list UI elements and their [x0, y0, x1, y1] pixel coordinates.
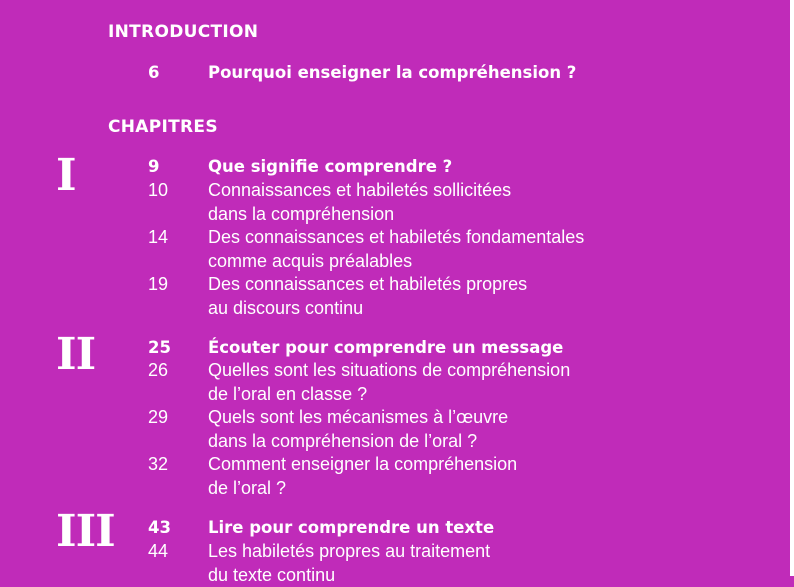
entry-line: de l’oral ?	[208, 477, 287, 498]
page-number: 32	[148, 454, 169, 474]
page-number: 14	[148, 227, 169, 247]
entry-line: dans la compréhension	[208, 203, 395, 224]
entry-title	[208, 453, 708, 500]
entry-line: Connaissances et habiletés sollicitées	[208, 180, 512, 200]
page-number: 19	[148, 274, 169, 294]
entry-line: Comment enseigner la compréhension	[208, 454, 518, 474]
chapter-title-i[interactable]	[148, 155, 708, 179]
chapter-title: Lire pour comprendre un texte	[208, 518, 495, 537]
toc-entry[interactable]	[148, 406, 708, 453]
toc-entry-introduction[interactable]	[148, 61, 708, 85]
chapter-numeral-i: I	[56, 150, 76, 201]
toc-entry[interactable]	[148, 453, 708, 500]
entry-title	[208, 273, 708, 320]
entry-line: du texte continu	[208, 564, 336, 585]
entry-line: dans la compréhension de l’oral ?	[208, 430, 478, 451]
toc-entry[interactable]	[148, 359, 708, 406]
entry-line: comme acquis préalables	[208, 250, 413, 271]
introduction-heading: INTRODUCTION	[108, 22, 259, 42]
chapter-title: Que signifie comprendre ?	[208, 157, 453, 176]
chapter-numeral-iii: III	[56, 506, 115, 557]
entry-title	[208, 226, 708, 273]
page-number: 25	[148, 338, 171, 357]
page-edge	[790, 0, 794, 576]
page-number: 10	[148, 180, 169, 200]
entry-title	[208, 359, 708, 406]
page-number: 29	[148, 407, 169, 427]
entry-line: Les habiletés propres au traitement	[208, 541, 491, 561]
entry-line: au discours continu	[208, 297, 364, 318]
entry-title: Pourquoi enseigner la compréhension ?	[208, 63, 577, 82]
toc-entry[interactable]	[148, 226, 708, 273]
entry-line: Des connaissances et habiletés propres	[208, 274, 528, 294]
toc-entry[interactable]	[148, 179, 708, 226]
entry-title	[208, 406, 708, 453]
entry-line: Quels sont les mécanismes à l’œuvre	[208, 407, 509, 427]
page-number: 43	[148, 518, 171, 537]
page-number: 9	[148, 157, 160, 176]
chapitres-heading: CHAPITRES	[108, 117, 218, 137]
entry-title	[208, 540, 708, 587]
toc-entry[interactable]	[148, 273, 708, 320]
chapter-numeral-ii: II	[56, 329, 96, 380]
entry-line: de l’oral en classe ?	[208, 383, 368, 404]
chapter-title: Écouter pour comprendre un message	[208, 338, 564, 357]
page-number: 44	[148, 541, 169, 561]
entry-title	[208, 179, 708, 226]
chapter-title-ii[interactable]	[148, 336, 708, 360]
page-number: 6	[148, 63, 160, 82]
toc-entry[interactable]	[148, 540, 708, 587]
page-number: 26	[148, 360, 169, 380]
entry-line: Quelles sont les situations de compréhension	[208, 360, 571, 380]
entry-line: Des connaissances et habiletés fondamentales	[208, 227, 585, 247]
chapter-title-iii[interactable]	[148, 516, 708, 540]
